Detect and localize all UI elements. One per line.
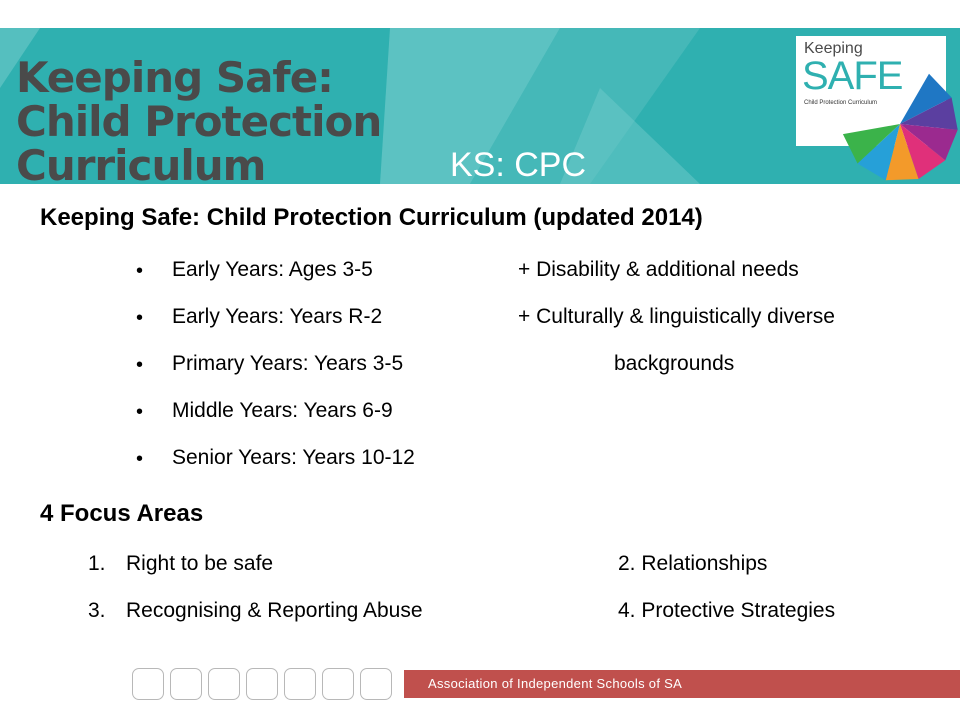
curriculum-heading: Keeping Safe: Child Protection Curriculum (updated 2014) bbox=[40, 204, 703, 231]
footer-box bbox=[246, 668, 278, 700]
focus-areas-list bbox=[88, 552, 888, 646]
focus-areas-heading: 4 Focus Areas bbox=[40, 500, 204, 527]
focus-area-label: 4. Protective Strategies bbox=[618, 599, 836, 622]
list-item bbox=[136, 305, 936, 352]
list-item bbox=[136, 399, 936, 446]
bullet-icon: • bbox=[136, 448, 144, 470]
age-group-label: Primary Years: Years 3-5 bbox=[172, 352, 404, 375]
footer-box bbox=[322, 668, 354, 700]
list-item bbox=[88, 599, 888, 646]
footer-bar bbox=[404, 670, 960, 698]
list-item bbox=[136, 446, 936, 493]
bullet-icon: • bbox=[136, 354, 144, 376]
age-group-label: Middle Years: Years 6-9 bbox=[172, 399, 393, 422]
footer-box bbox=[360, 668, 392, 700]
footer-box bbox=[284, 668, 316, 700]
banner-subtitle: KS: CPC bbox=[450, 146, 587, 184]
additional-note: backgrounds bbox=[614, 352, 735, 375]
banner-title-line-3: Curriculum bbox=[16, 141, 266, 184]
bullet-icon: • bbox=[136, 260, 144, 282]
additional-note: + Culturally & linguistically diverse bbox=[518, 305, 835, 328]
banner-title-line-1: Keeping Safe: bbox=[16, 53, 333, 102]
footer-box bbox=[170, 668, 202, 700]
focus-number: 3. bbox=[88, 599, 106, 622]
footer-text: Association of Independent Schools of SA bbox=[428, 676, 683, 691]
banner-title bbox=[16, 53, 382, 184]
list-item bbox=[136, 258, 936, 305]
bullet-icon: • bbox=[136, 307, 144, 329]
bullet-icon: • bbox=[136, 401, 144, 423]
logo-text-subtitle: Child Protection Curriculum bbox=[804, 100, 878, 106]
focus-area-label: 2. Relationships bbox=[618, 552, 768, 575]
focus-number: 1. bbox=[88, 552, 106, 575]
footer-box bbox=[208, 668, 240, 700]
list-item bbox=[136, 352, 936, 399]
logo-text-safe: SAFE bbox=[802, 54, 903, 98]
logo-text-keeping: Keeping bbox=[804, 40, 863, 57]
footer-box bbox=[132, 668, 164, 700]
focus-area-label: Recognising & Reporting Abuse bbox=[126, 599, 423, 622]
age-group-label: Early Years: Ages 3-5 bbox=[172, 258, 373, 281]
additional-note: + Disability & additional needs bbox=[518, 258, 799, 281]
age-group-label: Senior Years: Years 10-12 bbox=[172, 446, 415, 469]
header-banner bbox=[0, 28, 960, 184]
banner-title-line-2: Child Protection bbox=[16, 97, 382, 146]
logo-rays-icon bbox=[840, 64, 960, 184]
age-group-list bbox=[136, 258, 936, 493]
focus-area-label: Right to be safe bbox=[126, 552, 274, 575]
list-item bbox=[88, 552, 888, 599]
age-group-label: Early Years: Years R-2 bbox=[172, 305, 383, 328]
